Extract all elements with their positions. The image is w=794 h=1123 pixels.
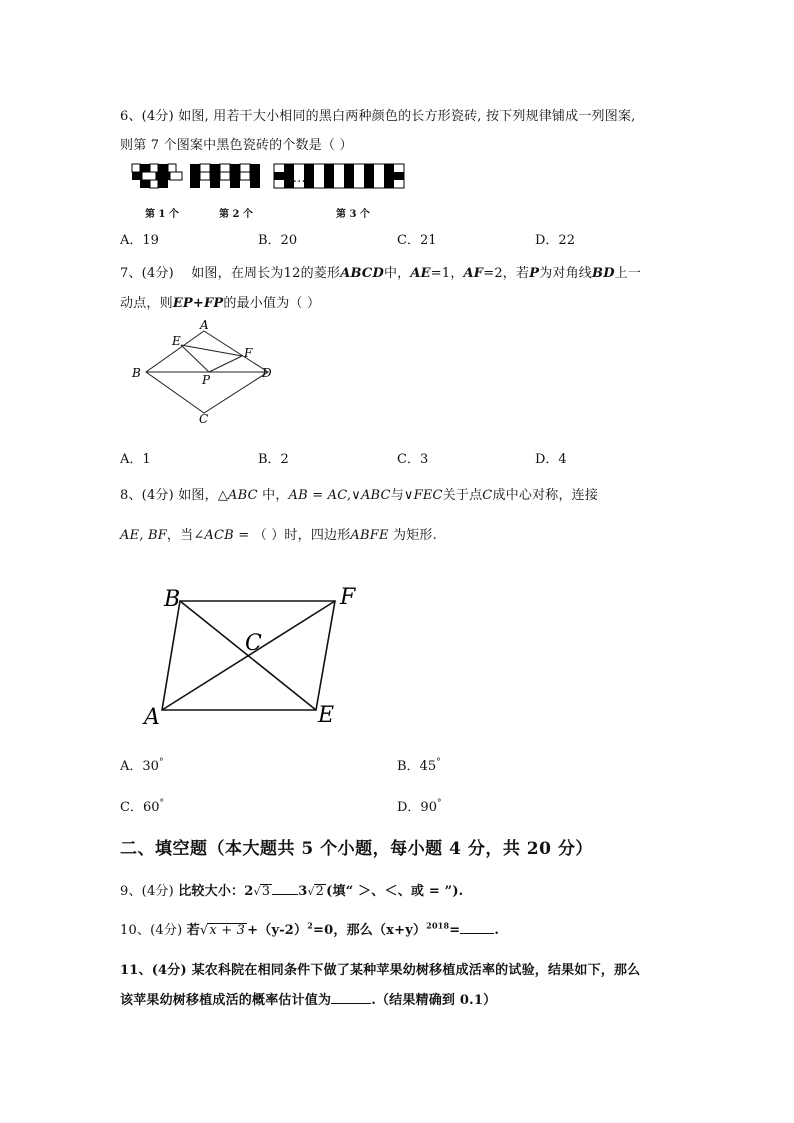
q11-answer-blank[interactable] <box>331 1003 371 1004</box>
q8-parallelogram-figure <box>140 580 370 740</box>
q10-sqrt-x-plus-3: x + 3 <box>209 923 246 938</box>
degree-sign: ° <box>158 757 164 768</box>
q8-text: 关于点 <box>442 488 483 503</box>
section-fill-in-title: 二、填空题（本大题共 5 个小题，每小题 4 分，共 20 分） <box>120 839 593 859</box>
q7-line1 <box>120 262 641 281</box>
q7-label-e: E <box>172 334 181 348</box>
q7-p: P <box>529 266 540 281</box>
q7-text: 动点，则 <box>120 296 173 311</box>
q8-option-a-text: A．30 <box>120 759 159 774</box>
q8-label-e: E <box>318 703 335 728</box>
segment-pf <box>209 356 242 372</box>
q8-option-d-text: D．90 <box>397 800 437 815</box>
q7-epfp: EP+FP <box>172 296 224 311</box>
q6-label-3: 第 3 个 <box>336 209 370 220</box>
q7-option-a: A．1 <box>120 452 151 467</box>
q9-text: 3 <box>298 884 308 899</box>
q10-exponent-2: 2 <box>307 920 314 931</box>
q7-text: 中， <box>383 266 411 281</box>
q7-label-f: F <box>244 346 253 360</box>
q11-text: .（结果精确到 0.1） <box>371 993 497 1008</box>
q7-option-d: D．4 <box>535 452 567 467</box>
q7-text: =2，若 <box>483 266 530 281</box>
q6-line2: 则第 7 个图案中黑色瓷砖的个数是（ ） <box>120 138 353 153</box>
q8-line1 <box>120 484 598 503</box>
pattern-2 <box>190 164 260 188</box>
q8-abc: △ABC <box>217 488 258 503</box>
q7-label-d: D <box>262 366 272 380</box>
q8-abfe: ABFE <box>350 528 389 543</box>
q8-option-b-text: B．45 <box>397 759 437 774</box>
q10-answer-blank[interactable] <box>460 933 494 934</box>
q7-rhombus-figure <box>128 315 288 430</box>
q7-ae: AE <box>410 266 431 281</box>
q6-option-b: B．20 <box>258 233 298 248</box>
q8-text: 中， <box>262 488 289 503</box>
q8-label-b: B <box>164 587 181 612</box>
q6-line1: 6、(4分) 如图, 用若干大小相同的黑白两种颜色的长方形瓷砖, 按下列规律铺成一列图案, <box>120 109 636 124</box>
q9-text: (填“ ＞、＜、或 = ”). <box>326 884 464 899</box>
q10-text: 若 <box>186 923 200 938</box>
q7-text: 的最小值为（ ） <box>223 296 321 311</box>
q8-option-c-text: C．60 <box>120 800 160 815</box>
q10-text: =0，那么（x+y） <box>313 923 427 938</box>
q8-c: C <box>482 488 493 503</box>
q8-text: 成中心对称，连接 <box>492 488 599 503</box>
q10-text: . <box>494 923 500 938</box>
q8-text: 与 <box>390 488 404 503</box>
q8-label-a: A <box>144 705 160 730</box>
q10-line: 10、(4分) 若$√x + 3 +(y-2)^2=0$，那么$(x+y)^{2018}=$ . <box>120 920 500 938</box>
q10-prefix: 10、(4分) <box>120 923 183 938</box>
q7-abcd: ABCD <box>340 266 384 281</box>
q8-option-b <box>397 755 441 774</box>
q8-fec: ∨FEC <box>403 488 443 503</box>
q6-label-1: 第 1 个 <box>145 209 179 220</box>
degree-sign: ° <box>159 798 164 809</box>
q10-text: +（y-2） <box>247 923 308 938</box>
q7-line2 <box>120 292 320 311</box>
q8-condition: AB = AC,∨ABC <box>288 488 391 503</box>
q7-label-a: A <box>200 318 209 332</box>
q7-option-c: C．3 <box>397 452 429 467</box>
q11-line1: 11、(4分) 某农科院在相同条件下做了某种苹果幼树移植成活率的试验，结果如下，那么 <box>120 963 641 978</box>
q9-line: 9、(4分) 比较大小：2√3 3√2 (填“ ＞、＜、或 = ”). <box>120 884 464 899</box>
q8-text: （ ）时，四边形 <box>253 528 351 543</box>
q7-bd: BD <box>592 266 615 281</box>
q8-label-c: C <box>245 631 262 656</box>
q7-af: AF <box>463 266 484 281</box>
q7-text: 为对角线 <box>539 266 592 281</box>
q9-sqrt-3: 3 <box>261 884 271 899</box>
q9-prefix: 9、(4分) <box>120 884 174 899</box>
q7-text: =1， <box>430 266 464 281</box>
pattern-1 <box>132 164 182 188</box>
q6-ellipsis: …… <box>284 171 310 186</box>
q6-label-2: 第 2 个 <box>219 209 253 220</box>
degree-sign: ° <box>436 757 441 768</box>
q9-answer-blank[interactable] <box>272 894 298 895</box>
q8-line2 <box>120 524 437 543</box>
q7-text: 如图，在周长为12的菱形 <box>191 266 341 281</box>
q8-option-a <box>120 755 163 774</box>
q8-text: ，当 <box>166 528 194 543</box>
q7-text: 上一 <box>614 266 642 281</box>
q6-option-c: C．21 <box>397 233 437 248</box>
q6-option-a: A．19 <box>120 233 159 248</box>
q9-sqrt-2: 2 <box>315 884 325 899</box>
q8-label-f: F <box>340 585 356 610</box>
q10-exponent-2018: 2018 <box>426 920 450 931</box>
q8-angle: ∠ACB = <box>193 528 250 543</box>
q8-option-c <box>120 796 164 815</box>
q7-option-b: B．2 <box>258 452 289 467</box>
q11-text: 该苹果幼树移植成活的概率估计值为 <box>120 993 332 1008</box>
q6-option-d: D．22 <box>535 233 575 248</box>
q8-text: 为矩形. <box>393 528 437 543</box>
q7-label-c: C <box>199 412 209 426</box>
q11-line2 <box>120 989 496 1008</box>
q7-label-b: B <box>132 366 141 380</box>
q8-option-d <box>397 796 441 815</box>
q7-label-p: P <box>202 373 211 387</box>
q9-text: 比较大小：2 <box>178 884 254 899</box>
q8-prefix: 8、(4分) <box>120 488 174 503</box>
degree-sign: ° <box>436 798 442 809</box>
q7-prefix: 7、(4分) <box>120 266 174 281</box>
q8-ae-bf: AE, BF <box>120 528 167 543</box>
q8-text: 如图， <box>178 488 218 503</box>
q10-text: = <box>449 923 461 938</box>
